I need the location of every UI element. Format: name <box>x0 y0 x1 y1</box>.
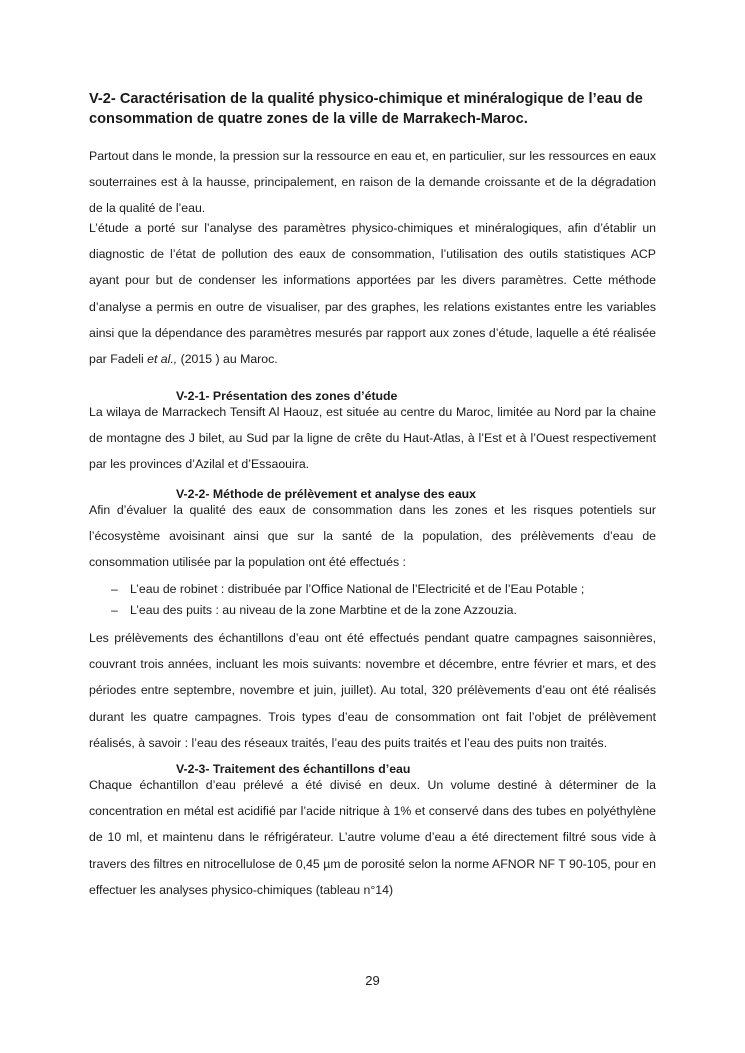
sampling-campaigns-paragraph: Les prélèvements des échantillons d’eau ont été effectués pendant quatre campagnes saisonnières, couvrant trois années, incluant les mois suivants: novembre et décembre, entre février et mars, et des périodes entre septembre, novembre et juin, juillet). Au total, 320 prélèvements d’eau ont été réalisés durant les quatre campagnes. Trois types d’eau de consommation ont fait l’objet de prélèvement réalisés, à savoir : l’eau des réseaux traités, l’eau des puits traités et l’eau des puits non traités. <box>89 631 656 750</box>
sample-treatment-paragraph: Chaque échantillon d’eau prélevé a été divisé en deux. Un volume destiné à déterminer de la concentration en métal est acidifié par l’acide nitrique à 1% et conservé dans des tubes en polyéthylène de 10 ml, et maintenu dans le réfrigérateur. L’autre volume d’eau a été directement filtré sous vide à travers des filtres en nitrocellulose de 0,45 µm de porosité selon la norme AFNOR NF T 90-105, pour en effectuer les analyses physico-chimiques (tableau n°14) <box>89 778 656 897</box>
subsection-heading-sampling-method: V-2-2- Méthode de prélèvement et analyse des eaux <box>176 487 477 501</box>
intro-paragraph-2-end: (2015 ) au Maroc. <box>177 352 278 367</box>
list-item: – L’eau des puits : au niveau de la zone Marbtine et de la zone Azzouzia. <box>89 600 656 621</box>
intro-paragraph-2 <box>89 215 656 372</box>
intro-paragraph-1: Partout dans le monde, la pression sur la ressource en eau et, en particulier, sur les ressources en eaux souterraines est à la hausse, principalement, en raison de la demande croissante et de la dégradation de la qualité de l’eau. <box>89 149 656 216</box>
et-al-citation: et al., <box>147 352 178 367</box>
page-number: 29 <box>365 973 380 988</box>
list-item: – L’eau de robinet : distribuée par l’Office National de l’Electricité et de l’Eau Potable ; <box>89 579 656 600</box>
sampling-method-paragraph: Afin d’évaluer la qualité des eaux de consommation dans les zones et les risques potentiels sur l’écosystème avoisinant ainsi que sur la santé de la population, des prélèvements d’eau de consommation utilisée par la population ont été effectués : <box>89 503 656 570</box>
subsection-heading-sample-treatment: V-2-3- Traitement des échantillons d’eau <box>176 762 411 776</box>
intro-paragraph-2-text: L’étude a porté sur l’analyse des paramètres physico-chimiques et minéralogiques, afin d’établir un diagnostic de l’état de pollution des eaux de consommation, l’utilisation des outils statistiques ACP ayant pour but de condenser les informations apportées par les divers paramètres. Cette méthode d’analyse a permis en outre de visualiser, par des graphes, les relations existantes entre les variables ainsi que la dépendance des paramètres mesurés par rapport aux zones d’étude, laquelle a été réalisée par Fadeli <box>89 221 656 367</box>
section-title: V-2- Caractérisation de la qualité physico-chimique et minéralogique de l’eau de consommation de quatre zones de la ville de Marrakech-Maroc. <box>89 91 643 127</box>
study-zones-paragraph: La wilaya de Marrackech Tensift Al Haouz, est située au centre du Maroc, limitée au Nord par la chaine de montagne des J bilet, au Sud par la ligne de crête du Haut-Atlas, à l’Est et à l’Ouest respectivement par les provinces d’Azilal et d’Essaouira. <box>89 405 656 472</box>
subsection-heading-study-zones: V-2-1- Présentation des zones d’étude <box>176 389 398 403</box>
water-source-list <box>89 579 656 621</box>
